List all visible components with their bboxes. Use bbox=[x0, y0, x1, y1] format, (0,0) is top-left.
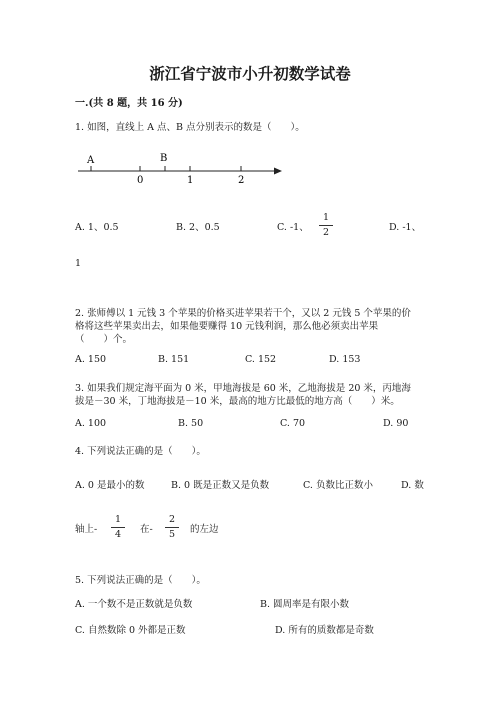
q4-option-d-part-3: 的左边 bbox=[190, 524, 219, 535]
fraction-numerator: 2 bbox=[168, 514, 176, 525]
question-3-line-1: 3. 如果我们规定海平面为 0 米，甲地海拔是 60 米，乙地海拔是 20 米，丙地海 bbox=[75, 383, 411, 394]
number-line-figure bbox=[74, 148, 284, 186]
fraction-bar bbox=[165, 527, 179, 528]
q4-option-d-part-2: 在- bbox=[140, 524, 153, 535]
fraction-denominator: 2 bbox=[322, 227, 330, 238]
q5-option-a: A. 一个数不是正数就是负数 bbox=[75, 599, 193, 610]
q3-option-b: B. 50 bbox=[178, 418, 204, 429]
q1-option-d-continued: 1 bbox=[75, 258, 82, 269]
q1-option-c: C. -1、 bbox=[277, 222, 309, 233]
q1-option-c-fraction bbox=[319, 212, 333, 239]
q5-option-b: B. 圆周率是有限小数 bbox=[260, 599, 350, 610]
q1-option-b: B. 2、0.5 bbox=[176, 222, 220, 233]
q5-option-d: D. 所有的质数都是奇数 bbox=[275, 625, 374, 636]
tick-label-0: 0 bbox=[137, 175, 144, 186]
question-5-stem: 5. 下列说法正确的是（ ）。 bbox=[75, 575, 206, 586]
tick-label-1: 1 bbox=[187, 175, 194, 186]
question-2-line-2: 格将这些苹果卖出去，如果他要赚得 10 元钱利润，那么他必须卖出苹果 bbox=[75, 321, 379, 332]
number-line-arrow bbox=[274, 168, 282, 175]
fraction-denominator: 4 bbox=[114, 529, 122, 540]
label-b: B bbox=[160, 153, 168, 164]
fraction-bar bbox=[111, 527, 125, 528]
q2-option-a: A. 150 bbox=[75, 354, 107, 365]
fraction-numerator: 1 bbox=[114, 514, 122, 525]
label-a: A bbox=[87, 155, 95, 166]
q3-option-d: D. 90 bbox=[383, 418, 409, 429]
q1-option-a: A. 1、0.5 bbox=[75, 222, 119, 233]
fraction-denominator: 5 bbox=[168, 529, 176, 540]
question-2-line-1: 2. 张师傅以 1 元钱 3 个苹果的价格买进苹果若干个，又以 2 元钱 5 个苹果的价 bbox=[75, 308, 411, 319]
question-3-line-2: 拔是－30 米，丁地海拔是－10 米，最高的地方比最低的地方高（ ）米。 bbox=[75, 396, 400, 407]
q2-option-d: D. 153 bbox=[329, 354, 361, 365]
q4-option-d-part-1: 轴上- bbox=[75, 524, 98, 535]
fraction-bar bbox=[319, 225, 333, 226]
q5-option-c: C. 自然数除 0 外都是正数 bbox=[75, 625, 186, 636]
fraction-numerator: 1 bbox=[322, 212, 330, 223]
q4-option-c: C. 负数比正数小 bbox=[303, 480, 373, 491]
q2-option-c: C. 152 bbox=[245, 354, 277, 365]
section-heading: 一.(共 8 题，共 16 分) bbox=[75, 98, 183, 109]
q1-option-d: D. -1、 bbox=[389, 222, 422, 233]
tick-label-2: 2 bbox=[238, 175, 245, 186]
question-2-line-3: （ ）个。 bbox=[75, 334, 133, 345]
q4-option-d: D. 数 bbox=[401, 480, 424, 491]
question-1-stem: 1. 如图，直线上 A 点、B 点分别表示的数是（ ）。 bbox=[75, 122, 305, 133]
q3-option-c: C. 70 bbox=[280, 418, 306, 429]
page-title: 浙江省宁波市小升初数学试卷 bbox=[149, 64, 351, 83]
q2-option-b: B. 151 bbox=[158, 354, 190, 365]
question-4-stem: 4. 下列说法正确的是（ ）。 bbox=[75, 446, 206, 457]
q4-fraction-1 bbox=[111, 514, 125, 541]
q4-fraction-2 bbox=[165, 514, 179, 541]
q3-option-a: A. 100 bbox=[75, 418, 107, 429]
q4-option-a: A. 0 是最小的数 bbox=[75, 480, 145, 491]
q4-option-b: B. 0 既是正数又是负数 bbox=[171, 480, 270, 491]
